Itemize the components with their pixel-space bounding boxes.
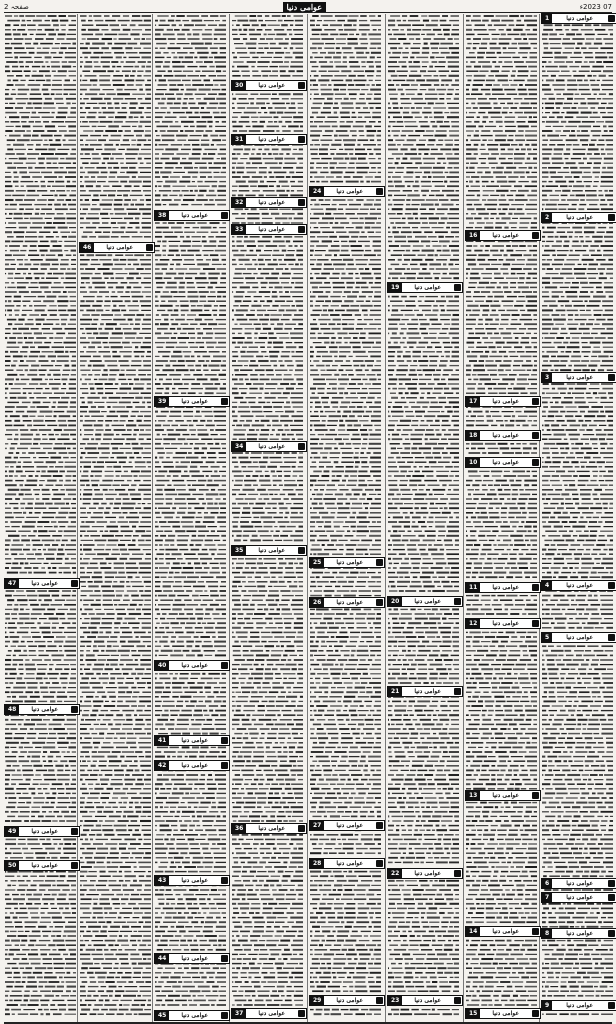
page-number-label: صفحہ 2 (4, 3, 29, 11)
masthead: عوامی دنیا (283, 2, 327, 12)
date-line: 07 2023ء (579, 3, 612, 11)
